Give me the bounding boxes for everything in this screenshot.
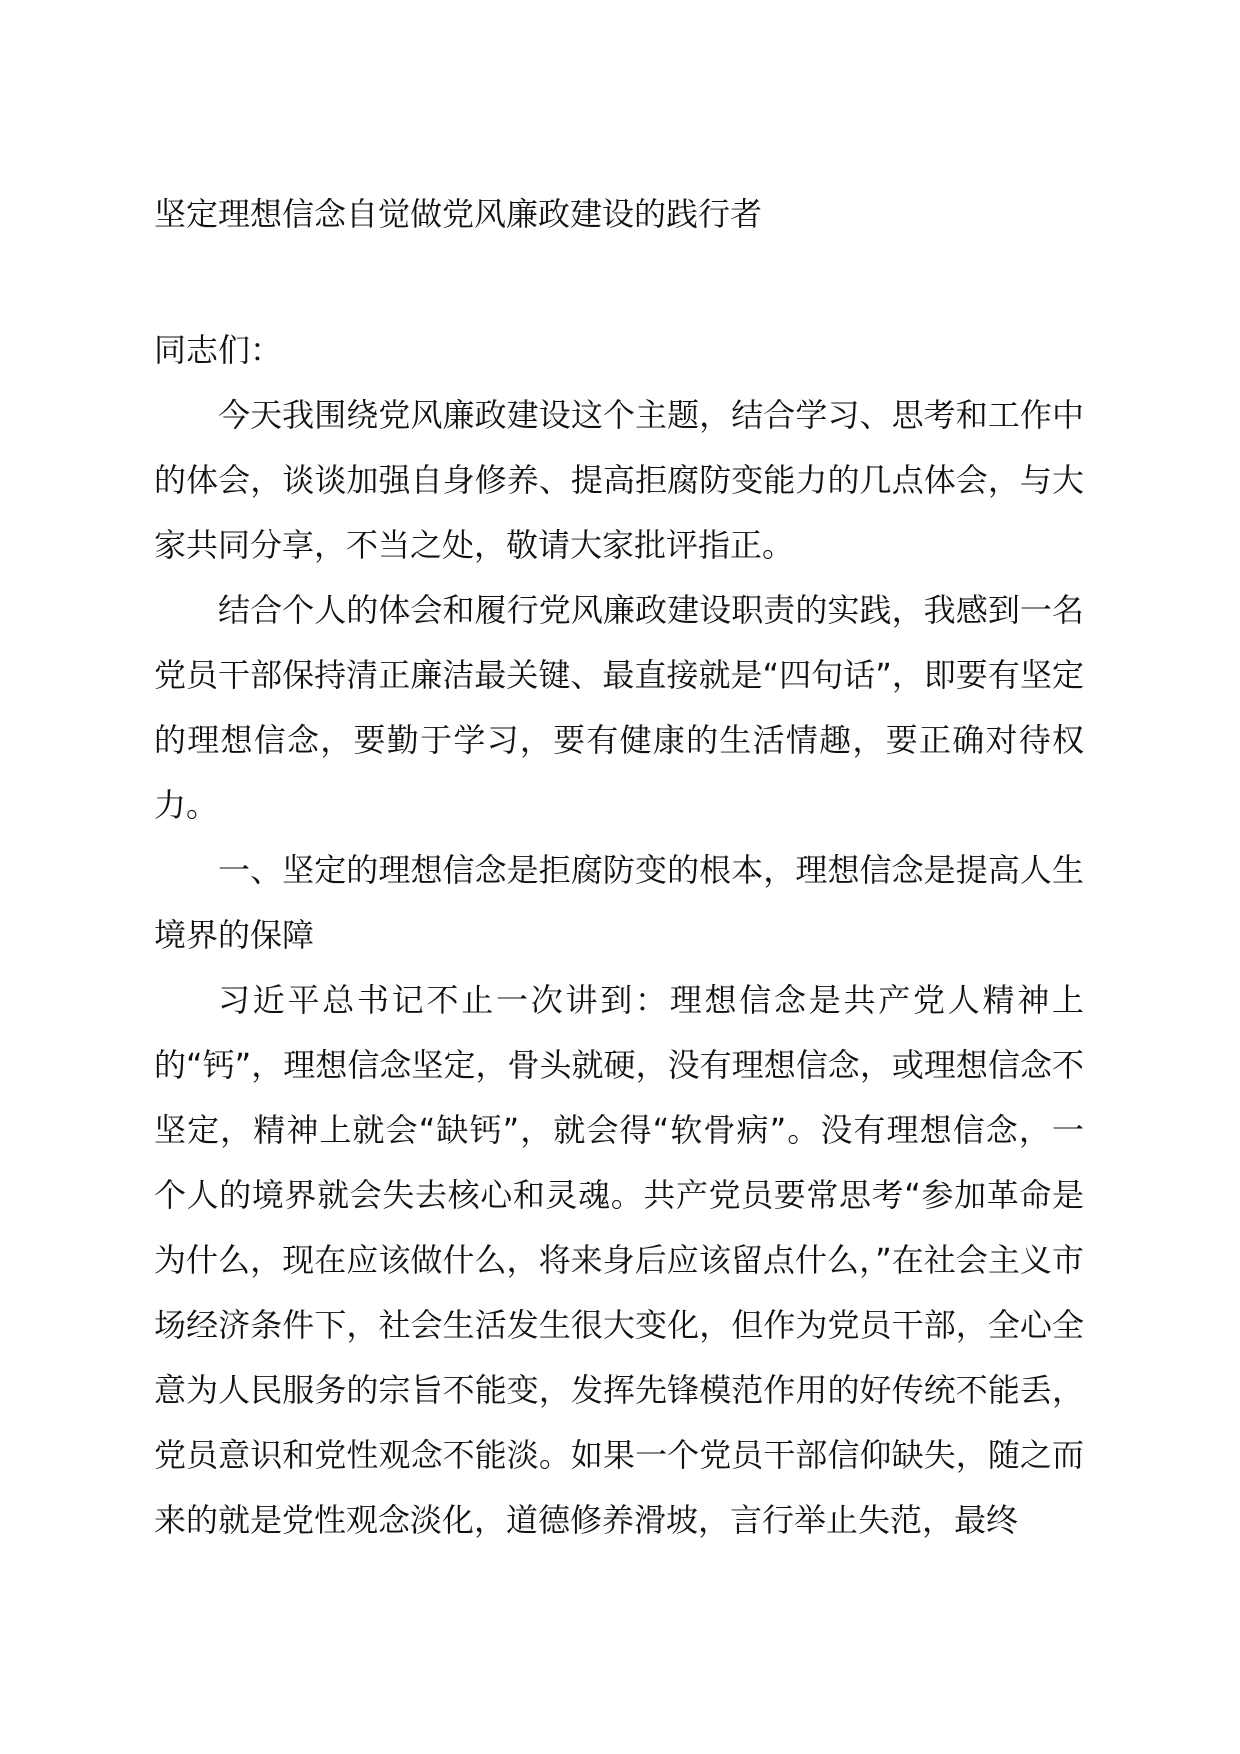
paragraph-intro: 今天我围绕党风廉政建设这个主题，结合学习、思考和工作中的体会，谈谈加强自身修养、提高拒腐防变能力的几点体会，与大家共同分享，不当之处，敬请大家批评指正。 xyxy=(154,396,1084,564)
paragraph-four-sentences: 结合个人的体会和履行党风廉政建设职责的实践，我感到一名党员干部保持清正廉洁最关键、最直接就是“四句话”，即要有坚定的理想信念，要勤于学习，要有健康的生活情趣，要正确对待权力。 xyxy=(154,591,1084,824)
paragraph-ideals-beliefs: 习近平总书记不止一次讲到：理想信念是共产党人精神上的“钙”，理想信念坚定，骨头就硬，没有理想信念，或理想信念不坚定，精神上就会“缺钙”，就会得“软骨病”。没有理想信念，一个人的境界就会失去核心和灵魂。共产党员要常思考“参加革命是为什么，现在应该做什么，将来身后应该留点什么，”在社会主义市场经济条件下，社会生活发生很大变化，但作为党员干部，全心全意为人民服务的宗旨不能变，发挥先锋模范作用的好传统不能丢，党员意识和党性观念不能淡。如果一个党员干部信仰缺失，随之而来的就是党性观念淡化，道德修养滑坡，言行举止失范，最终 xyxy=(154,981,1084,1539)
document-title: 坚定理想信念自觉做党风廉政建设的践行者 xyxy=(154,195,763,233)
salutation: 同志们： xyxy=(154,331,283,369)
section-heading-one: 一、坚定的理想信念是拒腐防变的根本，理想信念是提高人生境界的保障 xyxy=(154,851,1084,954)
document-body xyxy=(154,318,1084,1553)
